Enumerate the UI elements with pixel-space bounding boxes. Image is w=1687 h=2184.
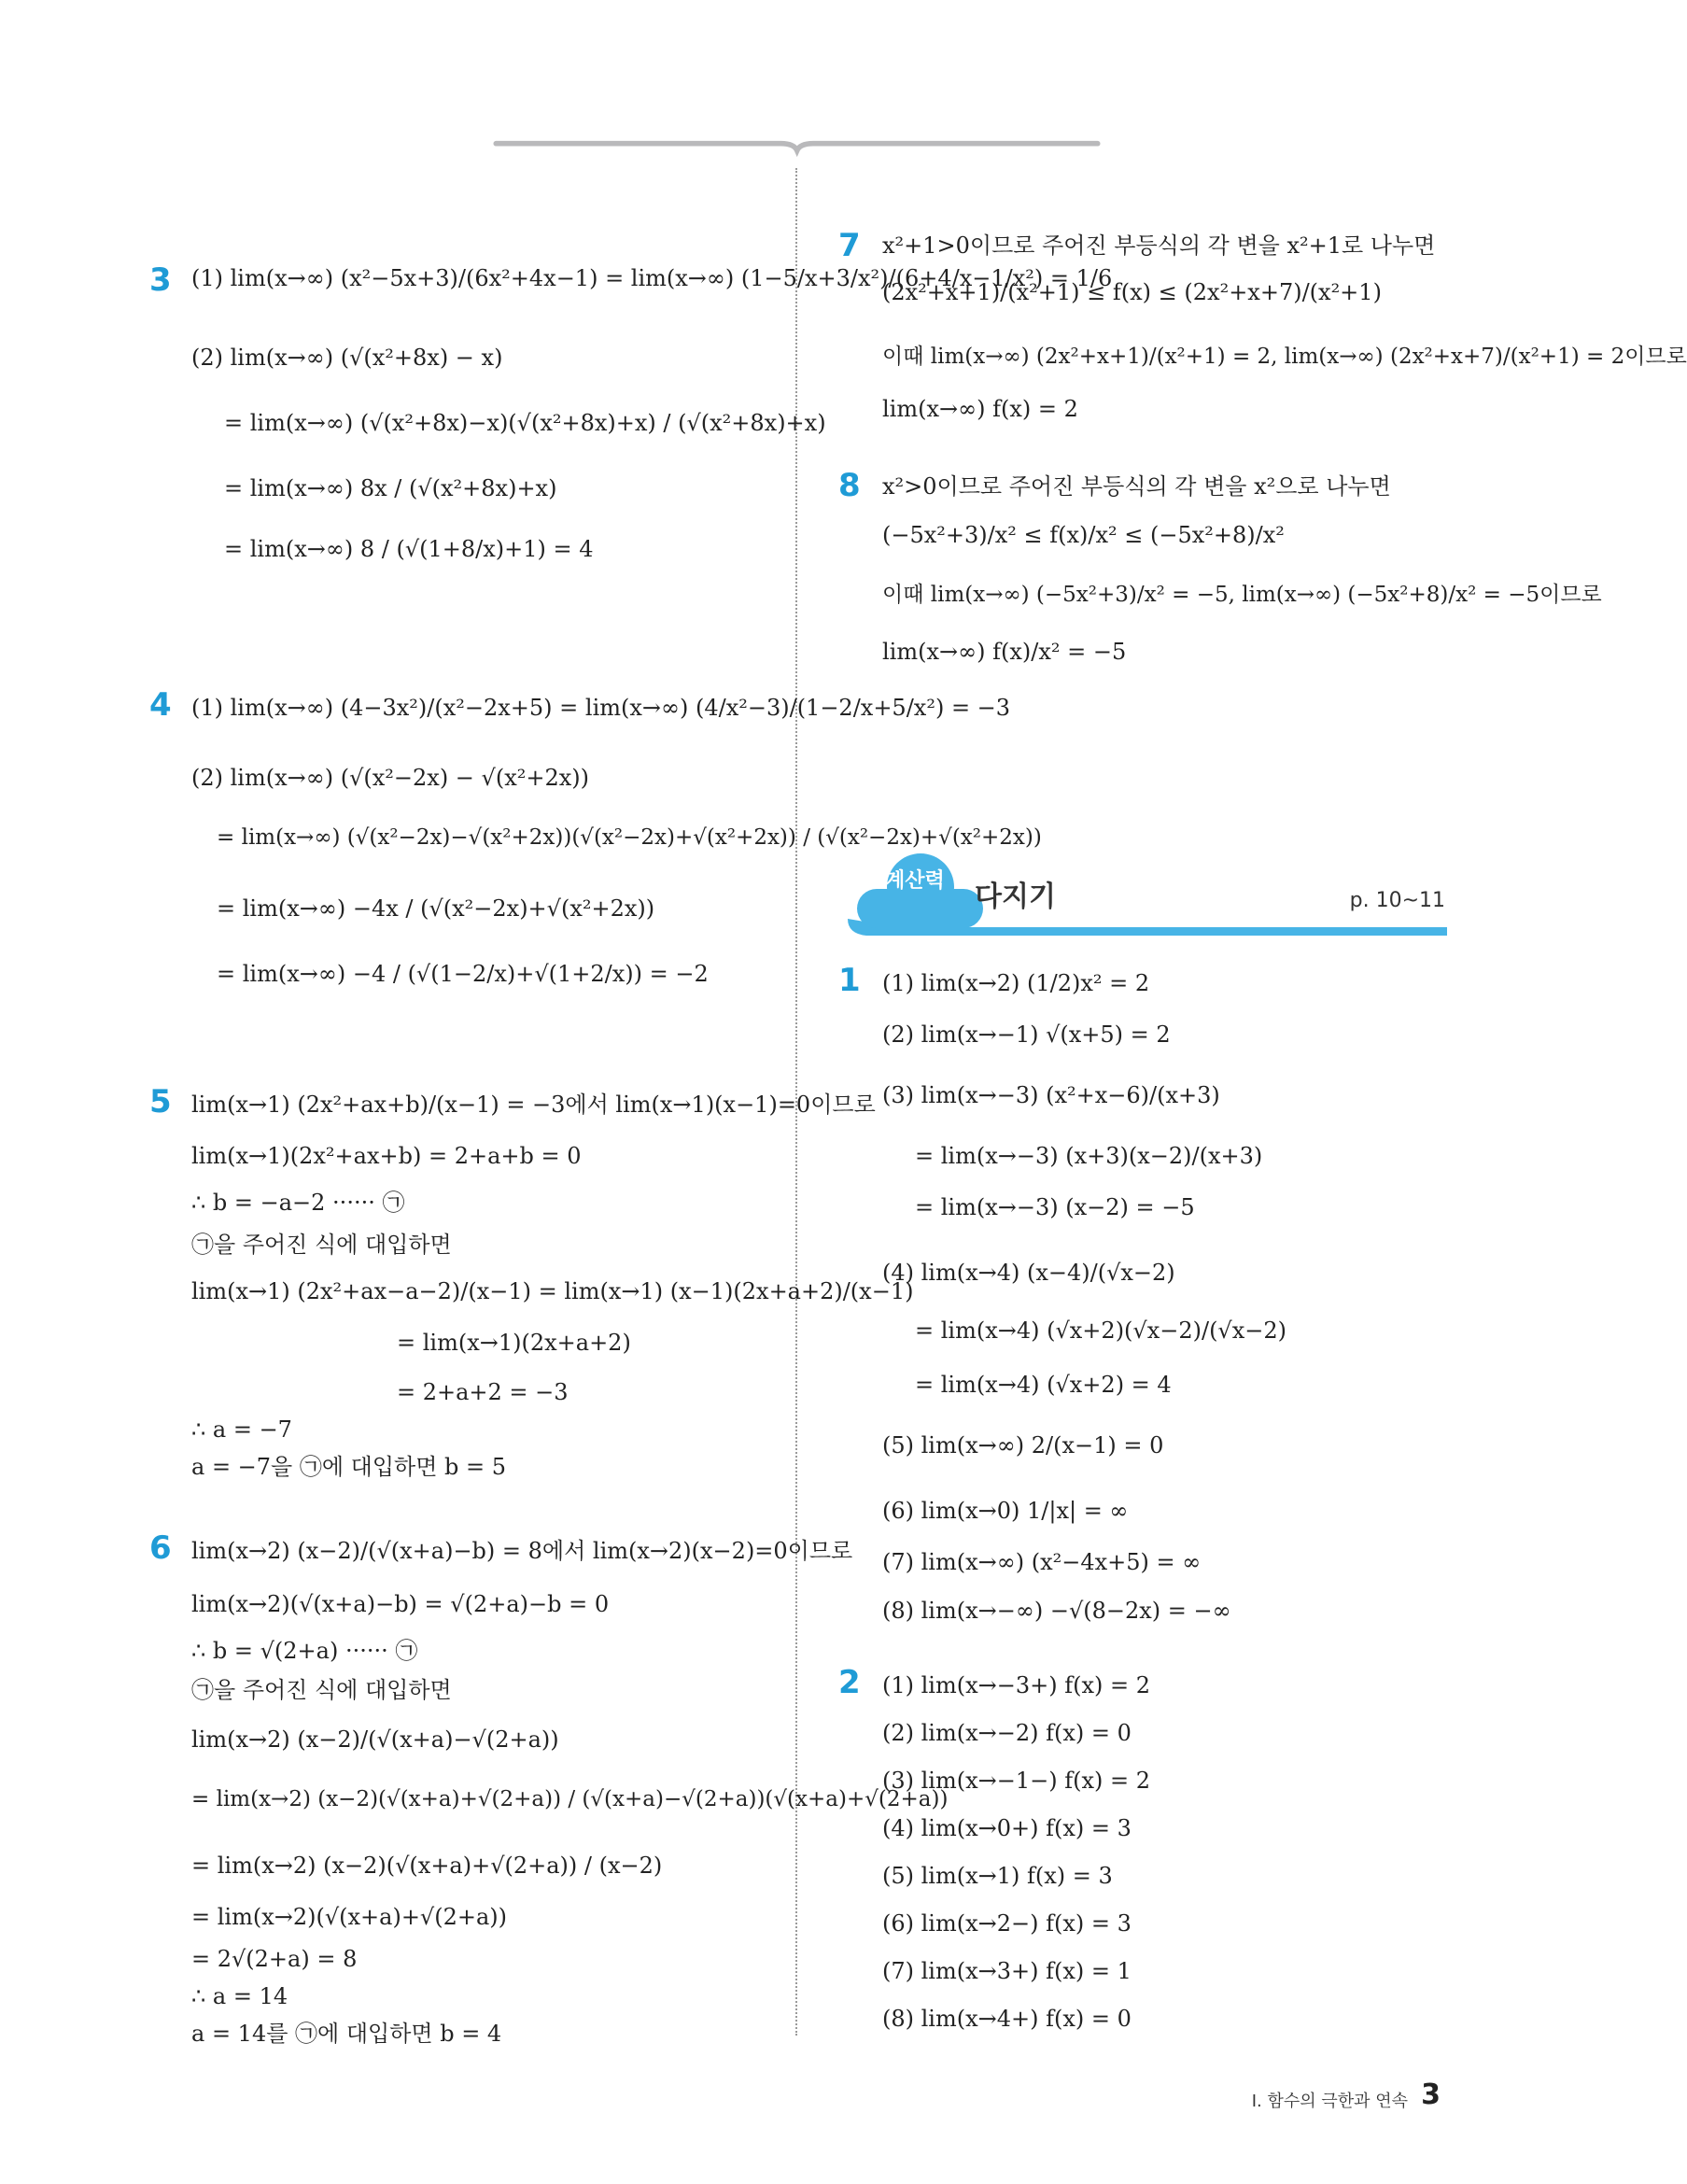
solution-line: = lim(x→∞) (√(x²+8x)−x)(√(x²+8x)+x) / (√(x²+8x)+x): [224, 410, 826, 436]
solution-line: lim(x→1) (2x²+ax+b)/(x−1) = −3에서 lim(x→1)(x−1)=0이므로: [191, 1092, 876, 1118]
solution-line: lim(x→2)(√(x+a)−b) = √(2+a)−b = 0: [191, 1591, 610, 1617]
solution-line: (−5x²+3)/x² ≤ f(x)/x² ≤ (−5x²+8)/x²: [882, 522, 1285, 548]
solution-line: (1) lim(x→∞) (4−3x²)/(x²−2x+5) = lim(x→∞) (4/x²−3)/(1−2/x+5/x²) = −3: [191, 695, 1011, 721]
question-number: 8: [838, 467, 861, 504]
top-divider-bar: [147, 140, 1447, 153]
solution-line: (1) lim(x→2) (1/2)x² = 2: [882, 970, 1150, 996]
solution-line: = lim(x→2) (x−2)(√(x+a)+√(2+a)) / (√(x+a)−√(2+a))(√(x+a)+√(2+a)): [191, 1787, 949, 1811]
solution-line: (8) lim(x→−∞) −√(8−2x) = −∞: [882, 1598, 1231, 1624]
question-number: 6: [149, 1529, 172, 1567]
solution-line: = lim(x→∞) (√(x²−2x)−√(x²+2x))(√(x²−2x)+√(x²+2x)) / (√(x²−2x)+√(x²+2x)): [217, 825, 1042, 850]
solution-line: lim(x→2) (x−2)/(√(x+a)−√(2+a)): [191, 1726, 559, 1753]
solution-line: = lim(x→1)(2x+a+2): [397, 1330, 631, 1356]
chapter-title: Ⅰ. 함수의 극한과 연속: [1251, 2092, 1408, 2111]
section-badge: 계산력: [885, 869, 945, 893]
solution-line: = lim(x→∞) −4x / (√(x²−2x)+√(x²+2x)): [217, 895, 655, 922]
solution-line: = lim(x→−3) (x+3)(x−2)/(x+3): [915, 1143, 1263, 1169]
solution-line: = 2√(2+a) = 8: [191, 1946, 358, 1972]
solution-line: (7) lim(x→3+) f(x) = 1: [882, 1958, 1132, 1984]
solution-line: ㉠을 주어진 식에 대입하면: [191, 1677, 452, 1703]
solution-line: = lim(x→∞) 8 / (√(1+8/x)+1) = 4: [224, 536, 594, 562]
solution-line: x²+1>0이므로 주어진 부등식의 각 변을 x²+1로 나누면: [882, 232, 1436, 259]
solution-line: (5) lim(x→1) f(x) = 3: [882, 1863, 1113, 1889]
solution-line: ∴ a = −7: [191, 1416, 292, 1443]
solution-line: lim(x→∞) f(x)/x² = −5: [882, 639, 1127, 665]
solution-line: (2x²+x+1)/(x²+1) ≤ f(x) ≤ (2x²+x+7)/(x²+1): [882, 279, 1382, 305]
question-number: 1: [838, 962, 861, 999]
solution-line: (2) lim(x→−2) f(x) = 0: [882, 1720, 1132, 1746]
solution-line: lim(x→1)(2x²+ax+b) = 2+a+b = 0: [191, 1143, 582, 1169]
page-number: 3: [1421, 2078, 1441, 2111]
solution-line: lim(x→∞) f(x) = 2: [882, 396, 1078, 422]
solution-line: a = −7을 ㉠에 대입하면 b = 5: [191, 1454, 507, 1480]
solution-line: = lim(x→4) (√x+2) = 4: [915, 1372, 1172, 1398]
solution-line: a = 14를 ㉠에 대입하면 b = 4: [191, 2021, 502, 2047]
question-number: 2: [838, 1664, 861, 1701]
solution-line: (2) lim(x→∞) (√(x²+8x) − x): [191, 345, 503, 371]
solution-line: (6) lim(x→2−) f(x) = 3: [882, 1910, 1132, 1937]
section-page-ref: p. 10~11: [1349, 889, 1445, 912]
solution-line: (4) lim(x→4) (x−4)/(√x−2): [882, 1260, 1175, 1286]
solution-line: (1) lim(x→∞) (x²−5x+3)/(6x²+4x−1) = lim(x→∞) (1−5/x+3/x²)/(6+4/x−1/x²) = 1/6: [191, 265, 1113, 291]
solution-line: = lim(x→2) (x−2)(√(x+a)+√(2+a)) / (x−2): [191, 1853, 663, 1879]
solution-line: = lim(x→2)(√(x+a)+√(2+a)): [191, 1904, 508, 1930]
solution-line: lim(x→2) (x−2)/(√(x+a)−b) = 8에서 lim(x→2)(x−2)=0이므로: [191, 1538, 853, 1564]
solution-line: (1) lim(x→−3+) f(x) = 2: [882, 1672, 1151, 1698]
solution-line: (2) lim(x→∞) (√(x²−2x) − √(x²+2x)): [191, 765, 589, 791]
solution-line: (4) lim(x→0+) f(x) = 3: [882, 1815, 1132, 1841]
solution-line: 이때 lim(x→∞) (2x²+x+1)/(x²+1) = 2, lim(x→∞) (2x²+x+7)/(x²+1) = 2이므로: [882, 345, 1687, 369]
solution-line: (3) lim(x→−3) (x²+x−6)/(x+3): [882, 1082, 1220, 1108]
solution-line: = lim(x→4) (√x+2)(√x−2)/(√x−2): [915, 1317, 1287, 1344]
solution-line: = lim(x→∞) 8x / (√(x²+8x)+x): [224, 475, 557, 501]
solution-line: (5) lim(x→∞) 2/(x−1) = 0: [882, 1432, 1164, 1458]
solution-line: = 2+a+2 = −3: [397, 1379, 569, 1405]
section-title: 다지기: [975, 881, 1056, 913]
solution-line: ㉠을 주어진 식에 대입하면: [191, 1232, 452, 1258]
solution-line: (3) lim(x→−1−) f(x) = 2: [882, 1768, 1151, 1794]
solution-line: = lim(x→−3) (x−2) = −5: [915, 1194, 1195, 1220]
solution-line: lim(x→1) (2x²+ax−a−2)/(x−1) = lim(x→1) (x−1)(2x+a+2)/(x−1): [191, 1278, 914, 1304]
question-number: 4: [149, 686, 172, 724]
solution-line: (8) lim(x→4+) f(x) = 0: [882, 2006, 1132, 2032]
solution-line: ∴ a = 14: [191, 1983, 288, 2009]
solution-line: (2) lim(x→−1) √(x+5) = 2: [882, 1022, 1171, 1048]
question-number: 7: [838, 227, 861, 264]
solution-line: = lim(x→∞) −4 / (√(1−2/x)+√(1+2/x)) = −2: [217, 961, 709, 987]
solution-line: ∴ b = √(2+a) ······ ㉠: [191, 1638, 418, 1664]
solution-line: x²>0이므로 주어진 부등식의 각 변을 x²으로 나누면: [882, 473, 1391, 500]
solution-line: 이때 lim(x→∞) (−5x²+3)/x² = −5, lim(x→∞) (−5x²+8)/x² = −5이므로: [882, 583, 1602, 607]
solution-line: ∴ b = −a−2 ······ ㉠: [191, 1190, 405, 1216]
question-number: 5: [149, 1083, 172, 1120]
solution-line: (6) lim(x→0) 1/|x| = ∞: [882, 1498, 1129, 1524]
solution-line: (7) lim(x→∞) (x²−4x+5) = ∞: [882, 1549, 1202, 1575]
question-number: 3: [149, 261, 172, 299]
